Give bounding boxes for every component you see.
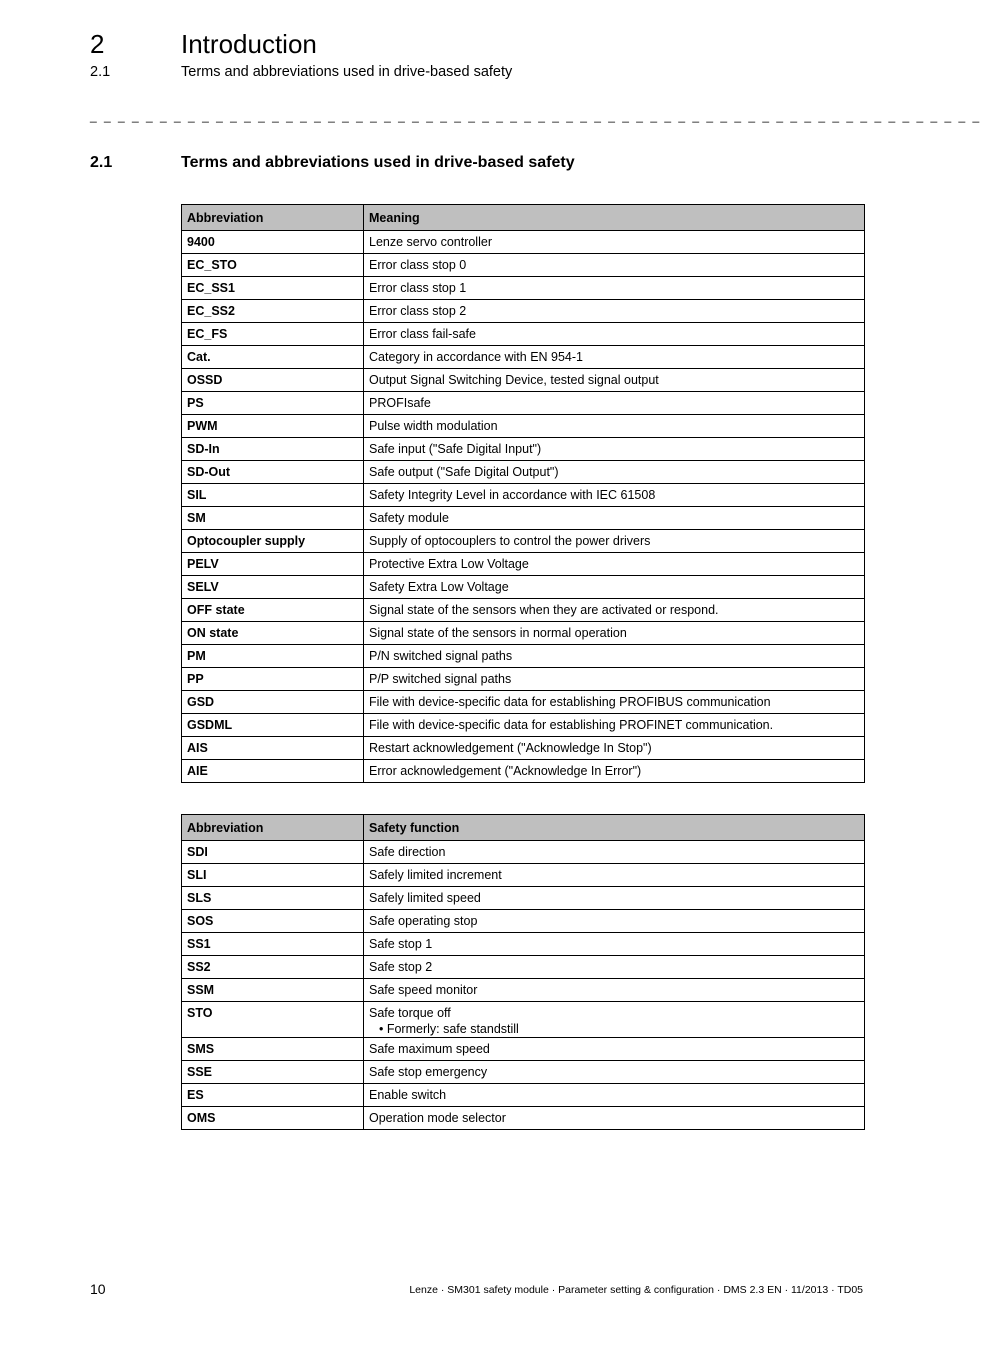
abbreviation-cell: EC_SS2	[182, 300, 364, 323]
table-row	[182, 415, 865, 438]
abbreviation-cell: SELV	[182, 576, 364, 599]
abbreviation-cell: GSDML	[182, 714, 364, 737]
description-text: Safe output ("Safe Digital Output")	[369, 465, 559, 479]
abbreviation-cell: PP	[182, 668, 364, 691]
abbreviation-cell: SS2	[182, 956, 364, 979]
description-cell	[364, 691, 865, 714]
description-text: P/P switched signal paths	[369, 672, 512, 686]
abbreviation-cell: EC_STO	[182, 254, 364, 277]
abbreviation-cell: SSM	[182, 979, 364, 1002]
description-cell	[364, 1002, 865, 1038]
chapter-number: 2	[90, 29, 105, 59]
description-cell	[364, 645, 865, 668]
table-row	[182, 622, 865, 645]
abbreviation-cell: PS	[182, 392, 364, 415]
description-text: Error acknowledgement ("Acknowledge In Error")	[369, 764, 642, 778]
description-cell	[364, 530, 865, 553]
table-row	[182, 254, 865, 277]
description-cell	[364, 841, 865, 864]
abbreviation-cell: EC_SS1	[182, 277, 364, 300]
table-row	[182, 1061, 865, 1084]
table-row	[182, 760, 865, 783]
table-row	[182, 1084, 865, 1107]
description-cell	[364, 553, 865, 576]
column-header-abbreviation: Abbreviation	[182, 205, 364, 231]
description-text: File with device-specific data for establishing PROFINET communication.	[369, 718, 774, 732]
table-row	[182, 369, 865, 392]
description-text: Safe stop emergency	[369, 1065, 488, 1079]
abbreviation-cell: STO	[182, 1002, 364, 1038]
description-text: Signal state of the sensors when they are activated or respond.	[369, 603, 719, 617]
description-cell	[364, 622, 865, 645]
table-row	[182, 864, 865, 887]
description-text: Pulse width modulation	[369, 419, 498, 433]
description-text: File with device-specific data for establishing PROFIBUS communication	[369, 695, 771, 709]
column-header-abbreviation: Abbreviation	[182, 815, 364, 841]
table-row	[182, 1038, 865, 1061]
abbreviation-cell: AIS	[182, 737, 364, 760]
description-cell	[364, 910, 865, 933]
abbreviation-cell: SD-In	[182, 438, 364, 461]
table-row	[182, 392, 865, 415]
description-text: Safe operating stop	[369, 914, 478, 928]
description-cell	[364, 956, 865, 979]
safety-functions-table	[181, 814, 865, 1130]
abbreviation-cell: SOS	[182, 910, 364, 933]
description-text: Safe input ("Safe Digital Input")	[369, 442, 542, 456]
description-text: Output Signal Switching Device, tested signal output	[369, 373, 659, 387]
table-row	[182, 438, 865, 461]
description-cell	[364, 760, 865, 783]
description-cell	[364, 933, 865, 956]
description-text: Safe torque off	[369, 1006, 451, 1020]
table-row	[182, 910, 865, 933]
section-title: Terms and abbreviations used in drive-based safety	[181, 154, 575, 171]
description-cell	[364, 323, 865, 346]
table-row	[182, 887, 865, 910]
table-row	[182, 691, 865, 714]
chapter-title: Introduction	[181, 29, 317, 59]
description-cell	[364, 346, 865, 369]
table-row	[182, 599, 865, 622]
abbreviation-cell: OFF state	[182, 599, 364, 622]
header-divider: _ _ _ _ _ _ _ _ _ _ _ _ _ _ _ _ _ _ _ _ _ _ _ _ _ _ _ _ _ _ _ _ _ _ _ _ _ _ _ _ _ _ _ _ _ _ _ _ _ _ _ _ _ _ _ _ _ _ _ _ _ _ _ _	[90, 109, 981, 123]
header-section-title: Terms and abbreviations used in drive-based safety	[181, 64, 513, 80]
abbreviation-cell: Cat.	[182, 346, 364, 369]
abbreviation-cell: GSD	[182, 691, 364, 714]
table-row	[182, 737, 865, 760]
abbreviation-cell: AIE	[182, 760, 364, 783]
abbreviations-table	[181, 204, 865, 783]
description-text: Error class stop 1	[369, 281, 467, 295]
table-header-row	[182, 815, 865, 841]
abbreviation-cell: SLS	[182, 887, 364, 910]
table-row	[182, 714, 865, 737]
table-row	[182, 346, 865, 369]
abbreviation-cell: OSSD	[182, 369, 364, 392]
description-text: Operation mode selector	[369, 1111, 506, 1125]
description-cell	[364, 864, 865, 887]
description-text: Safety module	[369, 511, 449, 525]
column-header-meaning: Meaning	[364, 205, 865, 231]
abbreviation-cell: SSE	[182, 1061, 364, 1084]
description-text: Safe direction	[369, 845, 446, 859]
column-header-safety-function: Safety function	[364, 815, 865, 841]
abbreviation-cell: SDI	[182, 841, 364, 864]
abbreviation-cell: SM	[182, 507, 364, 530]
table-row	[182, 668, 865, 691]
description-cell	[364, 576, 865, 599]
description-text: Error class stop 0	[369, 258, 467, 272]
description-text: Safely limited speed	[369, 891, 481, 905]
table-header-row	[182, 205, 865, 231]
table-row	[182, 461, 865, 484]
table-row	[182, 841, 865, 864]
header-section-number: 2.1	[90, 64, 111, 80]
table-row	[182, 956, 865, 979]
abbreviation-cell: SMS	[182, 1038, 364, 1061]
description-cell	[364, 231, 865, 254]
description-text: Enable switch	[369, 1088, 447, 1102]
description-cell	[364, 300, 865, 323]
description-text: Safety Integrity Level in accordance with IEC 61508	[369, 488, 656, 502]
abbreviation-cell: PWM	[182, 415, 364, 438]
description-cell	[364, 369, 865, 392]
abbreviation-cell: PELV	[182, 553, 364, 576]
description-cell	[364, 484, 865, 507]
abbreviation-cell: PM	[182, 645, 364, 668]
abbreviation-cell: ON state	[182, 622, 364, 645]
description-cell	[364, 415, 865, 438]
footer-doc-info: Lenze · SM301 safety module · Parameter setting & configuration · DMS 2.3 EN · 11/2013 · TD05	[409, 1284, 863, 1296]
description-cell	[364, 737, 865, 760]
description-text: Safely limited increment	[369, 868, 502, 882]
description-text: Safe stop 1	[369, 937, 433, 951]
description-cell	[364, 392, 865, 415]
table-row	[182, 300, 865, 323]
description-text: Lenze servo controller	[369, 235, 492, 249]
abbreviation-cell: 9400	[182, 231, 364, 254]
table-row	[182, 1107, 865, 1130]
table-row	[182, 530, 865, 553]
description-cell	[364, 714, 865, 737]
description-cell	[364, 438, 865, 461]
description-cell	[364, 979, 865, 1002]
table-row	[182, 1002, 865, 1038]
table-row	[182, 576, 865, 599]
description-cell	[364, 1107, 865, 1130]
abbreviation-cell: EC_FS	[182, 323, 364, 346]
abbreviation-cell: ES	[182, 1084, 364, 1107]
table-row	[182, 979, 865, 1002]
table-row	[182, 553, 865, 576]
table-row	[182, 231, 865, 254]
abbreviation-cell: SIL	[182, 484, 364, 507]
description-text: Error class stop 2	[369, 304, 467, 318]
description-text: Protective Extra Low Voltage	[369, 557, 529, 571]
table-row	[182, 645, 865, 668]
table-row	[182, 277, 865, 300]
description-text: Category in accordance with EN 954-1	[369, 350, 584, 364]
description-cell	[364, 277, 865, 300]
abbreviation-cell: SLI	[182, 864, 364, 887]
table-row	[182, 933, 865, 956]
description-text: Safe maximum speed	[369, 1042, 490, 1056]
description-text: Error class fail-safe	[369, 327, 476, 341]
section-number: 2.1	[90, 154, 113, 171]
description-cell	[364, 1061, 865, 1084]
table-row	[182, 323, 865, 346]
description-text: Safe speed monitor	[369, 983, 478, 997]
abbreviation-cell: SD-Out	[182, 461, 364, 484]
description-text: Supply of optocouplers to control the power drivers	[369, 534, 651, 548]
description-cell	[364, 668, 865, 691]
abbreviation-cell: OMS	[182, 1107, 364, 1130]
description-text: PROFIsafe	[369, 396, 431, 410]
description-note: • Formerly: safe standstill	[379, 1022, 519, 1036]
page-number: 10	[90, 1281, 106, 1297]
description-text: Safe stop 2	[369, 960, 433, 974]
description-cell	[364, 599, 865, 622]
description-text: Signal state of the sensors in normal operation	[369, 626, 627, 640]
description-text: P/N switched signal paths	[369, 649, 513, 663]
description-cell	[364, 254, 865, 277]
description-cell	[364, 887, 865, 910]
description-cell	[364, 1038, 865, 1061]
description-text: Safety Extra Low Voltage	[369, 580, 509, 594]
description-cell	[364, 1084, 865, 1107]
description-text: Restart acknowledgement ("Acknowledge In Stop")	[369, 741, 652, 755]
description-cell	[364, 461, 865, 484]
description-cell	[364, 507, 865, 530]
abbreviation-cell: Optocoupler supply	[182, 530, 364, 553]
table-row	[182, 484, 865, 507]
table-row	[182, 507, 865, 530]
abbreviation-cell: SS1	[182, 933, 364, 956]
